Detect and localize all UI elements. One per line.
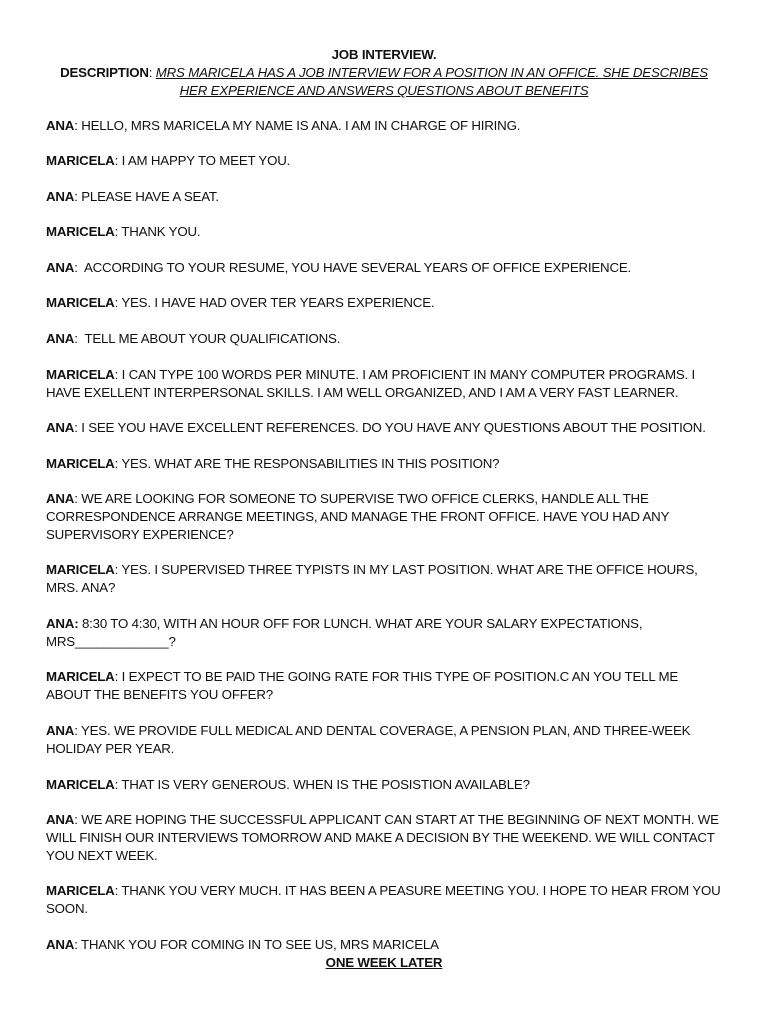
- dialogue-text: 8:30 TO 4:30, WITH AN HOUR OFF FOR LUNCH. WHAT ARE YOUR SALARY EXPECTATIONS, MRS_____________?: [46, 616, 643, 649]
- speaker-separator: :: [74, 812, 82, 827]
- speaker-name: ANA:: [46, 616, 79, 631]
- dialogue-text: THANK YOU VERY MUCH. IT HAS BEEN A PEASURE MEETING YOU. I HOPE TO HEAR FROM YOU SOON.: [46, 883, 721, 916]
- speaker-name: MARICELA: [46, 153, 115, 168]
- dialogue-line: [46, 419, 722, 437]
- dialogue-line: [46, 188, 722, 206]
- speaker-name: ANA: [46, 189, 75, 204]
- dialogue-text: YES. WHAT ARE THE RESPONSABILITIES IN THIS POSITION?: [121, 456, 500, 471]
- dialogue-text: I EXPECT TO BE PAID THE GOING RATE FOR THIS TYPE OF POSITION.C AN YOU TELL ME ABOUT THE BENEFITS YOU OFFER?: [46, 669, 679, 702]
- dialogue-text: THANK YOU.: [121, 224, 201, 239]
- dialogue-line: [46, 668, 722, 704]
- dialogue-line: [46, 117, 722, 135]
- speaker-name: MARICELA: [46, 224, 115, 239]
- description-label: DESCRIPTION: [60, 65, 149, 80]
- speaker-separator: :: [114, 456, 122, 471]
- speaker-name: MARICELA: [46, 883, 115, 898]
- speaker-separator: :: [74, 189, 82, 204]
- speaker-separator: :: [114, 777, 122, 792]
- dialogue-text: WE ARE HOPING THE SUCCESSFUL APPLICANT CAN START AT THE BEGINNING OF NEXT MONTH. WE WILL FINISH OUR INTERVIEWS TOMORROW AND MAKE A DECISION BY THE WEEKEND. WE WILL CONTACT YOU NEXT WEEK.: [46, 812, 719, 863]
- dialogue-text: HELLO, MRS MARICELA MY NAME IS ANA. I AM IN CHARGE OF HIRING.: [81, 118, 521, 133]
- description: [46, 64, 722, 100]
- dialogue-text: I SEE YOU HAVE EXCELLENT REFERENCES. DO YOU HAVE ANY QUESTIONS ABOUT THE POSITION.: [81, 420, 706, 435]
- speaker-separator: :: [114, 883, 122, 898]
- speaker-separator: :: [74, 723, 81, 738]
- speaker-name: MARICELA: [46, 295, 115, 310]
- speaker-separator: :: [114, 295, 122, 310]
- speaker-name: MARICELA: [46, 669, 115, 684]
- dialogue-text: YES. I SUPERVISED THREE TYPISTS IN MY LAST POSITION. WHAT ARE THE OFFICE HOURS, MRS. ANA?: [46, 562, 698, 595]
- dialogue-line: [46, 722, 722, 758]
- dialogue-line: [46, 294, 722, 312]
- speaker-separator: :: [74, 491, 82, 506]
- speaker-separator: :: [74, 260, 84, 275]
- speaker-name: MARICELA: [46, 562, 115, 577]
- dialogue-line: [46, 330, 722, 348]
- dialogue-text: YES. I HAVE HAD OVER TER YEARS EXPERIENCE.: [121, 295, 435, 310]
- speaker-name: ANA: [46, 118, 75, 133]
- dialogue-text: I AM HAPPY TO MEET YOU.: [121, 153, 291, 168]
- speaker-name: ANA: [46, 260, 75, 275]
- speaker-name: MARICELA: [46, 367, 115, 382]
- description-colon: :: [148, 65, 156, 80]
- speaker-separator: :: [74, 420, 82, 435]
- dialogue-line: [46, 366, 722, 402]
- dialogue-line: [46, 455, 722, 473]
- dialogue-line: [46, 561, 722, 597]
- speaker-name: ANA: [46, 723, 75, 738]
- dialogue-line: [46, 615, 722, 651]
- dialogue-text: WE ARE LOOKING FOR SOMEONE TO SUPERVISE TWO OFFICE CLERKS, HANDLE ALL THE CORRESPONDENCE ARRANGE MEETINGS, AND MANAGE THE FRONT OFFICE. HAVE YOU HAD ANY SUPERVISORY EXPERIENCE?: [46, 491, 670, 542]
- dialogue-line: [46, 259, 722, 277]
- dialogue-line: [46, 882, 722, 918]
- speaker-separator: :: [74, 937, 81, 952]
- dialogue-text: PLEASE HAVE A SEAT.: [81, 189, 219, 204]
- dialogue-text: TELL ME ABOUT YOUR QUALIFICATIONS.: [84, 331, 341, 346]
- description-text: MRS MARICELA HAS A JOB INTERVIEW FOR A POSITION IN AN OFFICE. SHE DESCRIBES HER EXPERIENCE AND ANSWERS QUESTIONS ABOUT BENEFITS: [155, 65, 708, 98]
- speaker-separator: :: [114, 367, 122, 382]
- dialogue-text: I CAN TYPE 100 WORDS PER MINUTE. I AM PROFICIENT IN MANY COMPUTER PROGRAMS. I HAVE EXELLENT INTERPERSONAL SKILLS. I AM WELL ORGANIZED, AND I AM A VERY FAST LEARNER.: [46, 367, 696, 400]
- document-title: JOB INTERVIEW.: [331, 47, 437, 62]
- speaker-name: ANA: [46, 491, 75, 506]
- dialogue-line: [46, 152, 722, 170]
- speaker-separator: :: [114, 153, 122, 168]
- speaker-name: MARICELA: [46, 777, 115, 792]
- speaker-name: ANA: [46, 937, 75, 952]
- speaker-name: ANA: [46, 331, 75, 346]
- section-heading-one-week-later: ONE WEEK LATER: [325, 955, 443, 970]
- speaker-separator: :: [114, 224, 122, 239]
- speaker-name: ANA: [46, 812, 75, 827]
- dialogue-text: THAT IS VERY GENEROUS. WHEN IS THE POSISTION AVAILABLE?: [121, 777, 530, 792]
- dialogue-text: ACCORDING TO YOUR RESUME, YOU HAVE SEVERAL YEARS OF OFFICE EXPERIENCE.: [83, 260, 632, 275]
- dialogue-line: [46, 936, 722, 954]
- dialogue-line: [46, 490, 722, 544]
- dialogue-line: [46, 811, 722, 865]
- speaker-separator: :: [114, 562, 122, 577]
- dialogue-text: THANK YOU FOR COMING IN TO SEE US, MRS MARICELA: [80, 937, 439, 952]
- speaker-name: MARICELA: [46, 456, 115, 471]
- speaker-name: ANA: [46, 420, 75, 435]
- dialogue-line: [46, 223, 722, 241]
- speaker-separator: :: [74, 118, 82, 133]
- speaker-separator: :: [74, 331, 85, 346]
- dialogue-text: YES. WE PROVIDE FULL MEDICAL AND DENTAL COVERAGE, A PENSION PLAN, AND THREE-WEEK HOLIDAY PER YEAR.: [46, 723, 691, 756]
- dialogue-line: [46, 776, 722, 794]
- speaker-separator: :: [114, 669, 122, 684]
